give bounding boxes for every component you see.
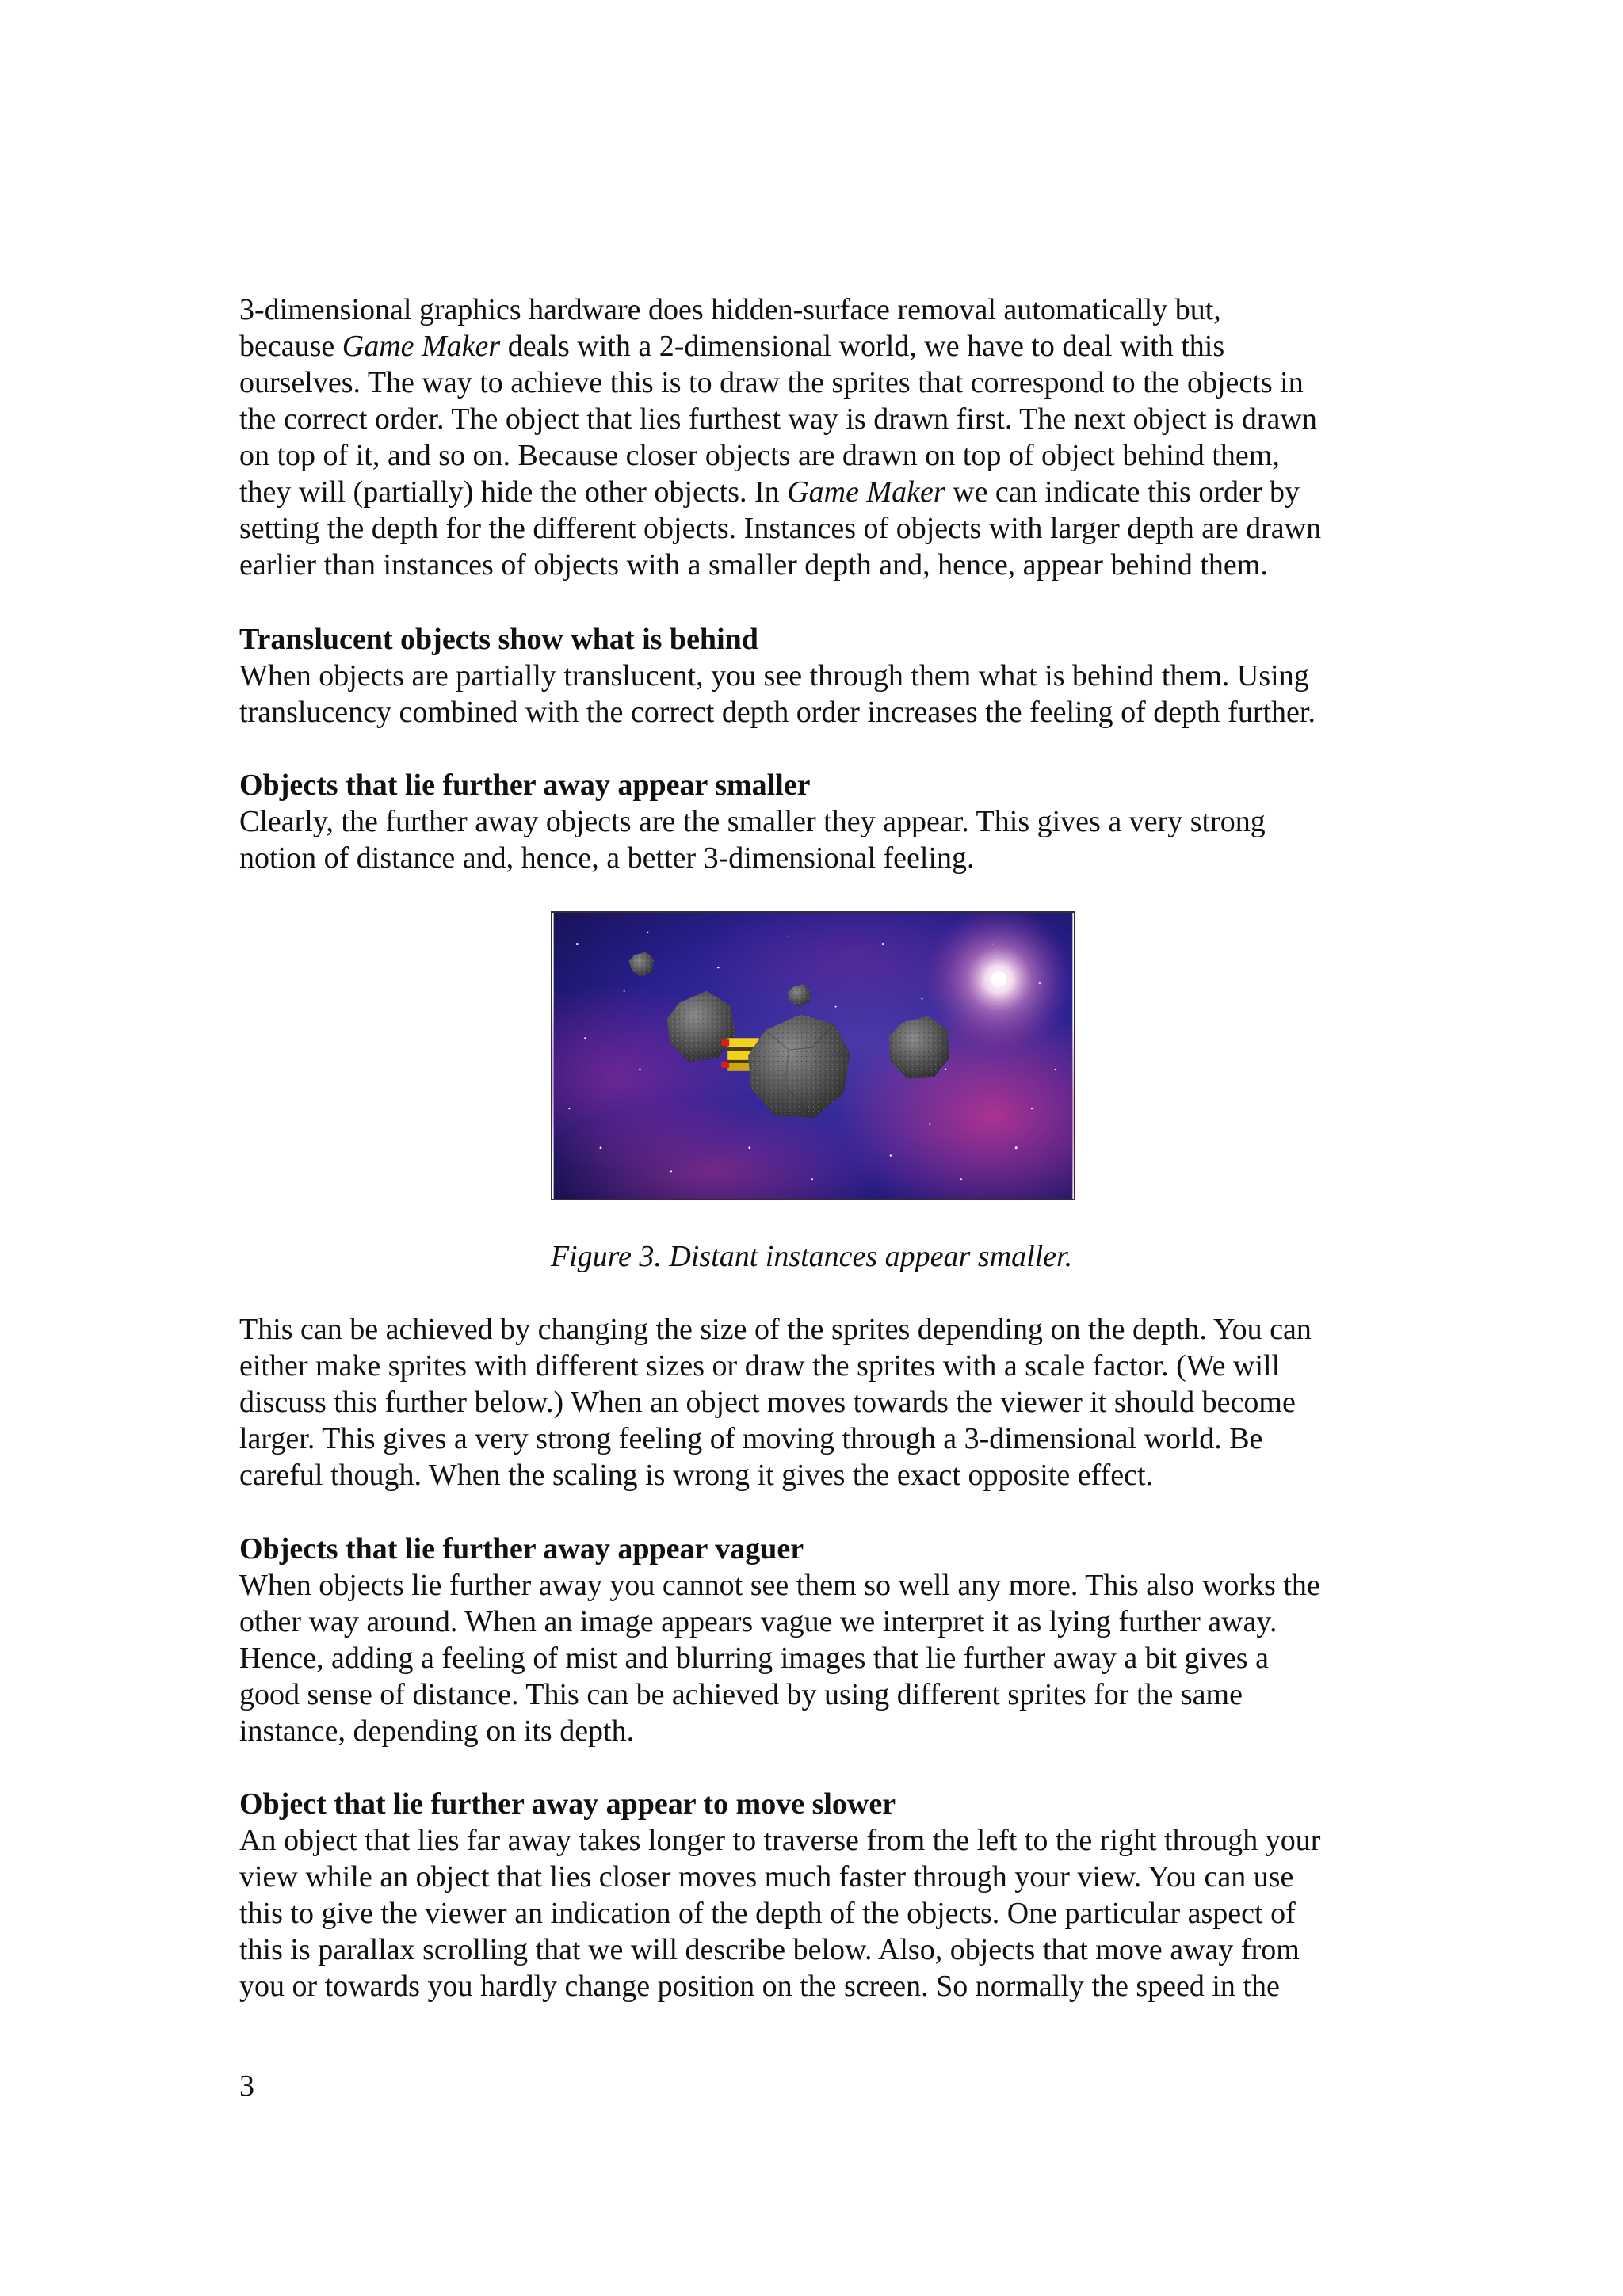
body-line: this to give the viewer an indication of the depth of the objects. One particular aspect of — [239, 1897, 1296, 1930]
section-heading: Object that lie further away appear to move slower — [239, 1787, 896, 1821]
body-line: ourselves. The way to achieve this is to draw the sprites that correspond to the objects in — [239, 366, 1304, 399]
body-line: because Game Maker deals with a 2-dimensional world, we have to deal with this — [239, 330, 1225, 363]
body-line: An object that lies far away takes longer to traverse from the left to the right through your — [239, 1824, 1321, 1857]
body-line: Clearly, the further away objects are the smaller they appear. This gives a very strong — [239, 805, 1266, 838]
body-line: When objects are partially translucent, you see through them what is behind them. Using — [239, 659, 1309, 692]
section-vaguer — [239, 1531, 1396, 1749]
section-slower — [239, 1786, 1396, 2004]
body-line: larger. This gives a very strong feeling of moving through a 3-dimensional world. Be — [239, 1422, 1263, 1455]
body-line: earlier than instances of objects with a smaller depth and, hence, appear behind them. — [239, 548, 1268, 582]
body-line: notion of distance and, hence, a better 3-dimensional feeling. — [239, 841, 975, 875]
body-line: they will (partially) hide the other objects. In Game Maker we can indicate this order by — [239, 475, 1300, 509]
body-line: 3-dimensional graphics hardware does hidden-surface removal automatically but, — [239, 293, 1221, 326]
italic-term: Game Maker — [787, 475, 945, 509]
body-line: the correct order. The object that lies furthest way is drawn first. The next object is drawn — [239, 402, 1317, 436]
body-line: either make sprites with different sizes or draw the sprites with a scale factor. (We will — [239, 1349, 1281, 1383]
body-line: Hence, adding a feeling of mist and blurring images that lie further away a bit gives a — [239, 1642, 1269, 1675]
body-line: This can be achieved by changing the size of the sprites depending on the depth. You can — [239, 1313, 1312, 1346]
body-line: careful though. When the scaling is wrong it gives the exact opposite effect. — [239, 1459, 1154, 1492]
body-line: this is parallax scrolling that we will describe below. Also, objects that move away from — [239, 1933, 1300, 1966]
body-line: instance, depending on its depth. — [239, 1714, 635, 1748]
figure-space-scene — [551, 911, 1075, 1200]
section-translucent — [239, 621, 1396, 730]
page-number: 3 — [239, 2069, 254, 2103]
space-scene-image — [552, 913, 1074, 1199]
body-line: good sense of distance. This can be achieved by using different sprites for the same — [239, 1678, 1243, 1711]
body-line: on top of it, and so on. Because closer objects are drawn on top of object behind them, — [239, 439, 1280, 472]
body-line: When objects lie further away you cannot see them so well any more. This also works the — [239, 1569, 1320, 1602]
body-line: setting the depth for the different objects. Instances of objects with larger depth are drawn — [239, 512, 1322, 545]
section-smaller — [239, 767, 1396, 876]
italic-term: Game Maker — [342, 330, 501, 363]
body-line: other way around. When an image appears vague we interpret it as lying further away. — [239, 1605, 1277, 1638]
body-line: you or towards you hardly change position on the screen. So normally the speed in the — [239, 1970, 1280, 2003]
body-line: discuss this further below.) When an object moves towards the viewer it should become — [239, 1386, 1296, 1419]
body-line: translucency combined with the correct depth order increases the feeling of depth further. — [239, 696, 1316, 729]
after-figure-paragraph — [239, 1311, 1396, 1493]
body-line: view while an object that lies closer moves much faster through your view. You can use — [239, 1860, 1294, 1894]
figure-caption: Figure 3. Distant instances appear smaller. — [550, 1240, 1073, 1273]
section-heading: Translucent objects show what is behind — [239, 623, 758, 656]
section-heading: Objects that lie further away appear vaguer — [239, 1532, 804, 1566]
section-heading: Objects that lie further away appear smaller — [239, 769, 811, 802]
intro-paragraph — [239, 292, 1396, 583]
